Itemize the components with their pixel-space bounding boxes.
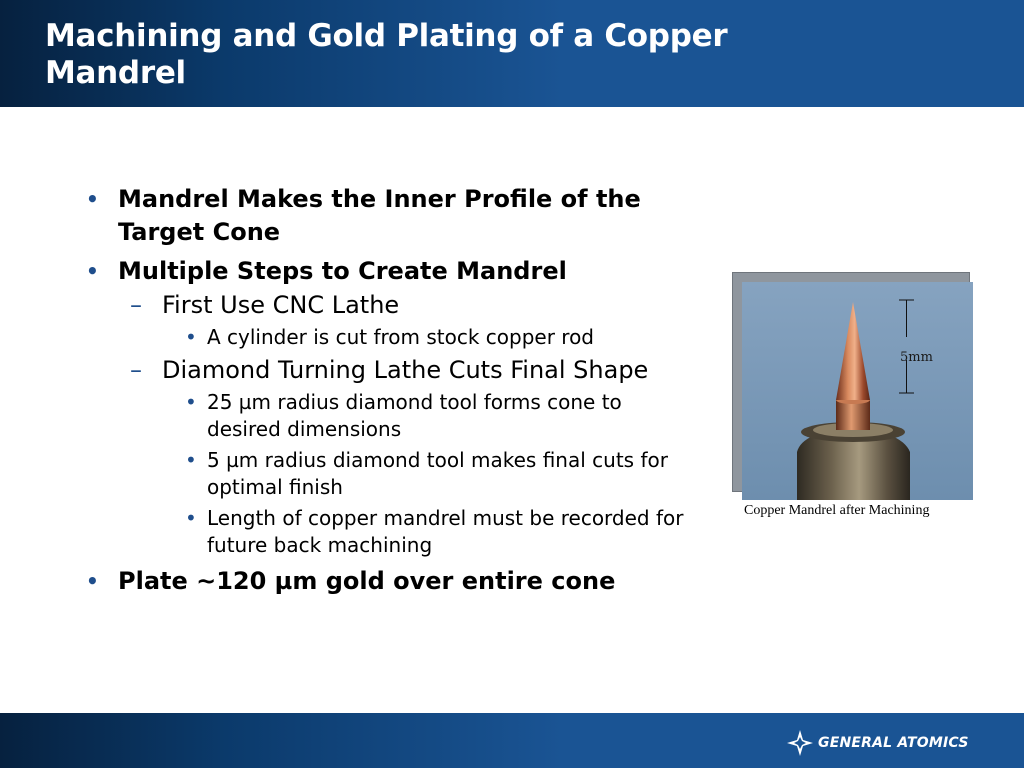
bullet-text: Plate ~120 µm gold over entire cone: [118, 567, 616, 595]
dash-icon: –: [130, 291, 142, 319]
title-bar: [0, 0, 1024, 107]
sub-sub-bullet-item: [80, 324, 700, 351]
sub-sub-bullet-item: [80, 389, 700, 443]
bullet-item: [80, 183, 700, 249]
bullet-text: Mandrel Makes the Inner Profile of the Target Cone: [118, 185, 641, 246]
bullet-text: Multiple Steps to Create Mandrel: [118, 257, 567, 285]
bullet-icon: •: [86, 187, 99, 211]
photo-image: [742, 282, 973, 500]
sub-bullet-text: First Use CNC Lathe: [162, 291, 400, 319]
copper-mandrel-illustration: [742, 282, 973, 500]
slide-title: Machining and Gold Plating of a Copper Mandrel: [45, 18, 728, 91]
atom-star-icon: [786, 729, 814, 757]
sub-bullet-text: Diamond Turning Lathe Cuts Final Shape: [162, 356, 649, 384]
bullet-icon: •: [185, 390, 197, 414]
general-atomics-logo: [786, 728, 969, 758]
sub-sub-bullet-text: A cylinder is cut from stock copper rod: [207, 325, 595, 349]
dash-icon: –: [130, 356, 142, 384]
sub-sub-bullet-item: [80, 447, 700, 501]
bullet-icon: •: [185, 325, 197, 349]
bullet-list: [80, 183, 700, 598]
scale-bar-label: 5mm: [900, 350, 933, 365]
sub-bullet-item: [80, 355, 700, 385]
sub-sub-bullet-item: [80, 505, 700, 559]
sub-sub-bullet-text: Length of copper mandrel must be recorded for future back machining: [207, 506, 684, 557]
sub-bullet-item: [80, 290, 700, 320]
photo-caption: Copper Mandrel after Machining: [744, 503, 930, 518]
logo-text: GENERAL ATOMICS: [818, 735, 969, 751]
bullet-item: [80, 255, 700, 288]
bullet-icon: •: [86, 569, 99, 593]
bullet-icon: •: [185, 448, 197, 472]
bullet-icon: •: [185, 506, 197, 530]
bullet-icon: •: [86, 259, 99, 283]
sub-sub-bullet-text: 25 µm radius diamond tool forms cone to desired dimensions: [207, 390, 622, 441]
sub-sub-bullet-text: 5 µm radius diamond tool makes final cuts for optimal finish: [207, 448, 668, 499]
bullet-item: [80, 565, 700, 598]
